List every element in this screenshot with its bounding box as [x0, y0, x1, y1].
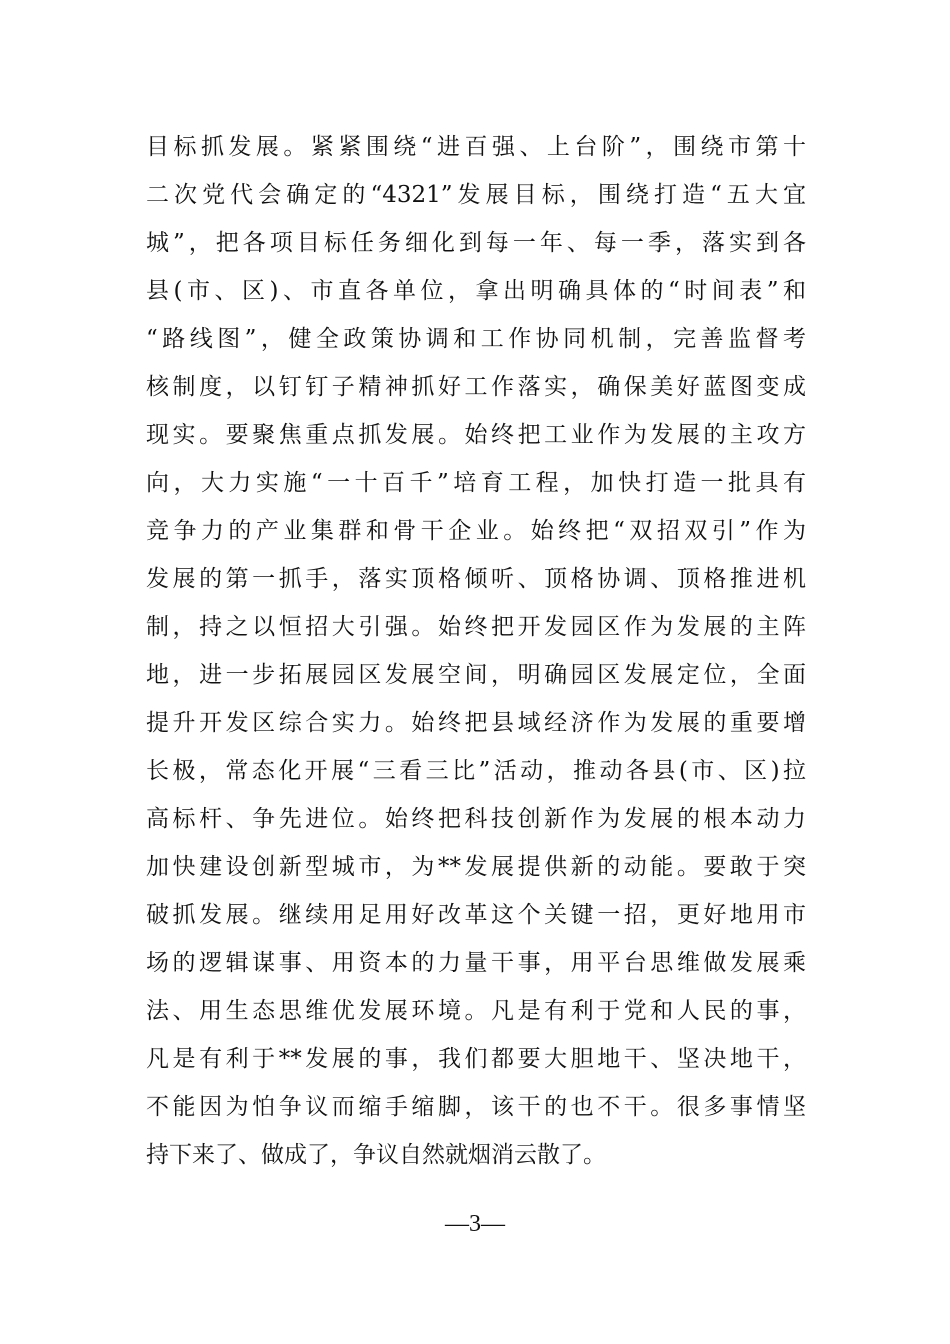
text-line: 破抓发展。继续用足用好改革这个关键一招，更好地用市 — [146, 902, 806, 928]
text-line: 竞争力的产业集群和骨干企业。始终把“双招双引”作为 — [146, 518, 806, 544]
page-number: —3— — [445, 1211, 505, 1237]
text-line: 地，进一步拓展园区发展空间，明确园区发展定位，全面 — [146, 662, 806, 688]
text-line: 高标杆、争先进位。始终把科技创新作为发展的根本动力 — [146, 806, 806, 832]
text-line: 不能因为怕争议而缩手缩脚，该干的也不干。很多事情坚 — [146, 1094, 806, 1120]
text-line: 核制度，以钉钉子精神抓好工作落实，确保美好蓝图变成 — [146, 374, 806, 400]
text-line: 加快建设创新型城市，为**发展提供新的动能。要敢于突 — [146, 854, 806, 880]
text-line: 二次党代会确定的“4321”发展目标，围绕打造“五大宜 — [146, 182, 806, 208]
text-line: 长极，常态化开展“三看三比”活动，推动各县(市、区)拉 — [146, 758, 806, 784]
text-line: 城”，把各项目标任务细化到每一年、每一季，落实到各 — [146, 230, 806, 256]
text-line: 法、用生态思维优发展环境。凡是有利于党和人民的事， — [146, 998, 806, 1024]
text-line: 向，大力实施“一十百千”培育工程，加快打造一批具有 — [146, 470, 806, 496]
text-line: 凡是有利于**发展的事，我们都要大胆地干、坚决地干， — [146, 1046, 806, 1072]
text-line: “路线图”，健全政策协调和工作协同机制，完善监督考 — [146, 326, 806, 352]
body-paragraph — [146, 123, 806, 1179]
text-line: 持下来了、做成了，争议自然就烟消云散了。 — [146, 1142, 606, 1168]
text-line: 发展的第一抓手，落实顶格倾听、顶格协调、顶格推进机 — [146, 566, 806, 592]
text-line: 提升开发区综合实力。始终把县域经济作为发展的重要增 — [146, 710, 806, 736]
text-line: 目标抓发展。紧紧围绕“进百强、上台阶”，围绕市第十 — [146, 134, 806, 160]
text-line: 县(市、区)、市直各单位，拿出明确具体的“时间表”和 — [146, 278, 806, 304]
text-line: 制，持之以恒招大引强。始终把开发园区作为发展的主阵 — [146, 614, 806, 640]
text-line: 现实。要聚焦重点抓发展。始终把工业作为发展的主攻方 — [146, 422, 806, 448]
text-line: 场的逻辑谋事、用资本的力量干事，用平台思维做发展乘 — [146, 950, 806, 976]
